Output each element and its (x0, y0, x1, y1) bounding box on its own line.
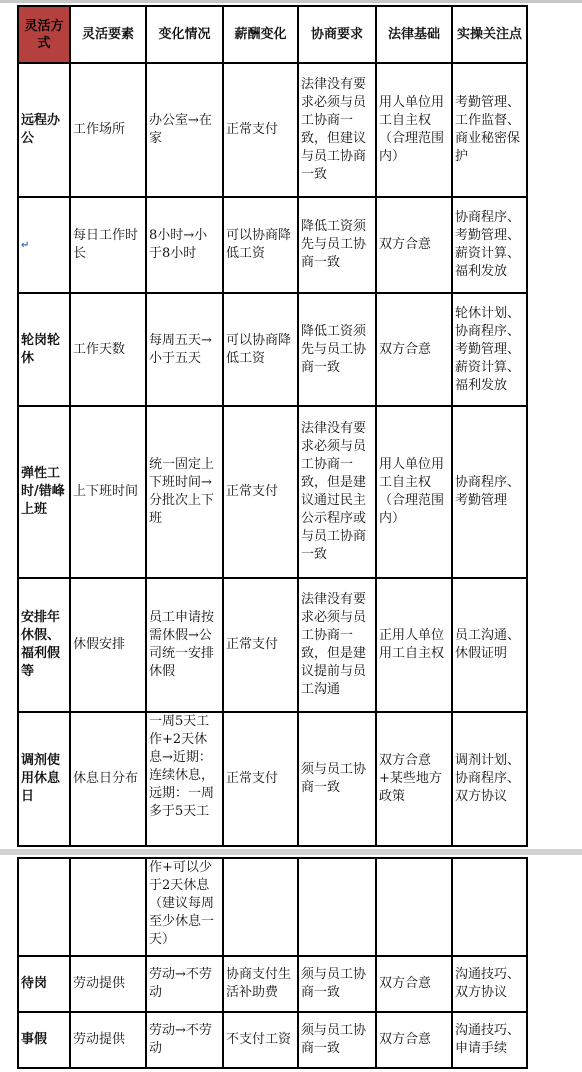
focus-cell: 协商程序、考勤管理、薪资计算、福利发放 (452, 197, 527, 293)
table-row (18, 63, 527, 197)
header-cell: 灵活方式 (18, 6, 70, 63)
mode-cell (18, 197, 70, 293)
pay-cell: 可以协商降低工资 (223, 197, 298, 293)
negotiation-cell (298, 858, 376, 956)
table-row (18, 406, 527, 578)
element-cell: 工作场所 (70, 63, 146, 197)
focus-cell: 轮休计划、协商程序、考勤管理、薪资计算、福利发放 (452, 293, 527, 406)
element-cell: 上下班时间 (70, 406, 146, 578)
focus-cell: 调剂计划、协商程序、双方协议 (452, 712, 527, 846)
header-cell: 灵活要素 (70, 6, 146, 63)
mode-cell: 安排年休假、福利假等 (18, 578, 70, 712)
legal-cell: 用人单位用工自主权（合理范围内） (376, 406, 452, 578)
negotiation-cell: 法律没有要求必须与员工协商一致，但建议与员工协商一致 (298, 63, 376, 197)
change-cell: 员工申请按需休假→公司统一安排休假 (146, 578, 223, 712)
change-cell: 劳动→不劳动 (146, 956, 223, 1012)
pay-cell: 不支付工资 (223, 1012, 298, 1068)
focus-cell: 沟通技巧、申请手续 (452, 1012, 527, 1068)
mode-cell: 调剂使用休息日 (18, 712, 70, 846)
table-row (18, 1012, 527, 1068)
pay-cell: 可以协商降低工资 (223, 293, 298, 406)
table-row (18, 858, 527, 956)
legal-cell: 正用人单位用工自主权 (376, 578, 452, 712)
legal-cell: 用人单位用工自主权（合理范围内） (376, 63, 452, 197)
policy-table-part-1 (17, 5, 528, 847)
element-cell: 休假安排 (70, 578, 146, 712)
header-cell: 变化情况 (146, 6, 223, 63)
legal-cell: 双方合意 (376, 293, 452, 406)
negotiation-cell: 法律没有要求必须与员工协商一致，但是建议通过民主公示程序或与员工协商一致 (298, 406, 376, 578)
negotiation-cell: 须与员工协商一致 (298, 712, 376, 846)
change-cell: 办公室→在家 (146, 63, 223, 197)
negotiation-cell: 须与员工协商一致 (298, 1012, 376, 1068)
table-row (18, 578, 527, 712)
mode-cell: 弹性工时/错峰上班 (18, 406, 70, 578)
change-cell: 一周5天工作+2天休息→近期：连续休息，远期：一周多于5天工 (146, 712, 223, 846)
page-top-rule (0, 0, 582, 3)
negotiation-cell: 降低工资须先与员工协商一致 (298, 293, 376, 406)
legal-cell: 双方合意 (376, 197, 452, 293)
legal-cell: 双方合意+某些地方政策 (376, 712, 452, 846)
table-row (18, 956, 527, 1012)
legal-cell: 双方合意 (376, 956, 452, 1012)
change-cell: 每周五天→小于五天 (146, 293, 223, 406)
pay-cell: 协商支付生活补助费 (223, 956, 298, 1012)
focus-cell: 沟通技巧、双方协议 (452, 956, 527, 1012)
page-break-rule (0, 849, 582, 855)
pay-cell: 正常支付 (223, 578, 298, 712)
legal-cell: 双方合意 (376, 1012, 452, 1068)
policy-table-part-2 (17, 857, 528, 1069)
header-cell: 实操关注点 (452, 6, 527, 63)
table-row (18, 293, 527, 406)
negotiation-cell: 法律没有要求必须与员工协商一致，但是建议提前与员工沟通 (298, 578, 376, 712)
change-cell: 8小时→小于8小时 (146, 197, 223, 293)
focus-cell: 考勤管理、工作监督、商业秘密保护 (452, 63, 527, 197)
pay-cell: 正常支付 (223, 63, 298, 197)
header-cell: 法律基础 (376, 6, 452, 63)
element-cell: 工作天数 (70, 293, 146, 406)
table-header-row (18, 6, 527, 63)
mode-cell: 待岗 (18, 956, 70, 1012)
change-cell: 统一固定上下班时间→分批次上下班 (146, 406, 223, 578)
element-cell (70, 858, 146, 956)
paragraph-mark-icon: ↵ (21, 239, 30, 251)
change-cell: 劳动→不劳动 (146, 1012, 223, 1068)
negotiation-cell: 须与员工协商一致 (298, 956, 376, 1012)
legal-cell (376, 858, 452, 956)
mode-cell: 事假 (18, 1012, 70, 1068)
change-cell: 作+可以少于2天休息（建议每周至少休息一天） (146, 858, 223, 956)
element-cell: 劳动提供 (70, 956, 146, 1012)
negotiation-cell: 降低工资须先与员工协商一致 (298, 197, 376, 293)
table-row (18, 197, 527, 293)
pay-cell (223, 858, 298, 956)
focus-cell: 员工沟通、休假证明 (452, 578, 527, 712)
header-cell: 薪酬变化 (223, 6, 298, 63)
focus-cell (452, 858, 527, 956)
element-cell: 休息日分布 (70, 712, 146, 846)
mode-cell: 轮岗轮休 (18, 293, 70, 406)
focus-cell: 协商程序、考勤管理 (452, 406, 527, 578)
pay-cell: 正常支付 (223, 406, 298, 578)
mode-cell (18, 858, 70, 956)
pay-cell: 正常支付 (223, 712, 298, 846)
header-cell: 协商要求 (298, 6, 376, 63)
mode-cell: 远程办公 (18, 63, 70, 197)
element-cell: 劳动提供 (70, 1012, 146, 1068)
element-cell: 每日工作时长 (70, 197, 146, 293)
table-row (18, 712, 527, 846)
